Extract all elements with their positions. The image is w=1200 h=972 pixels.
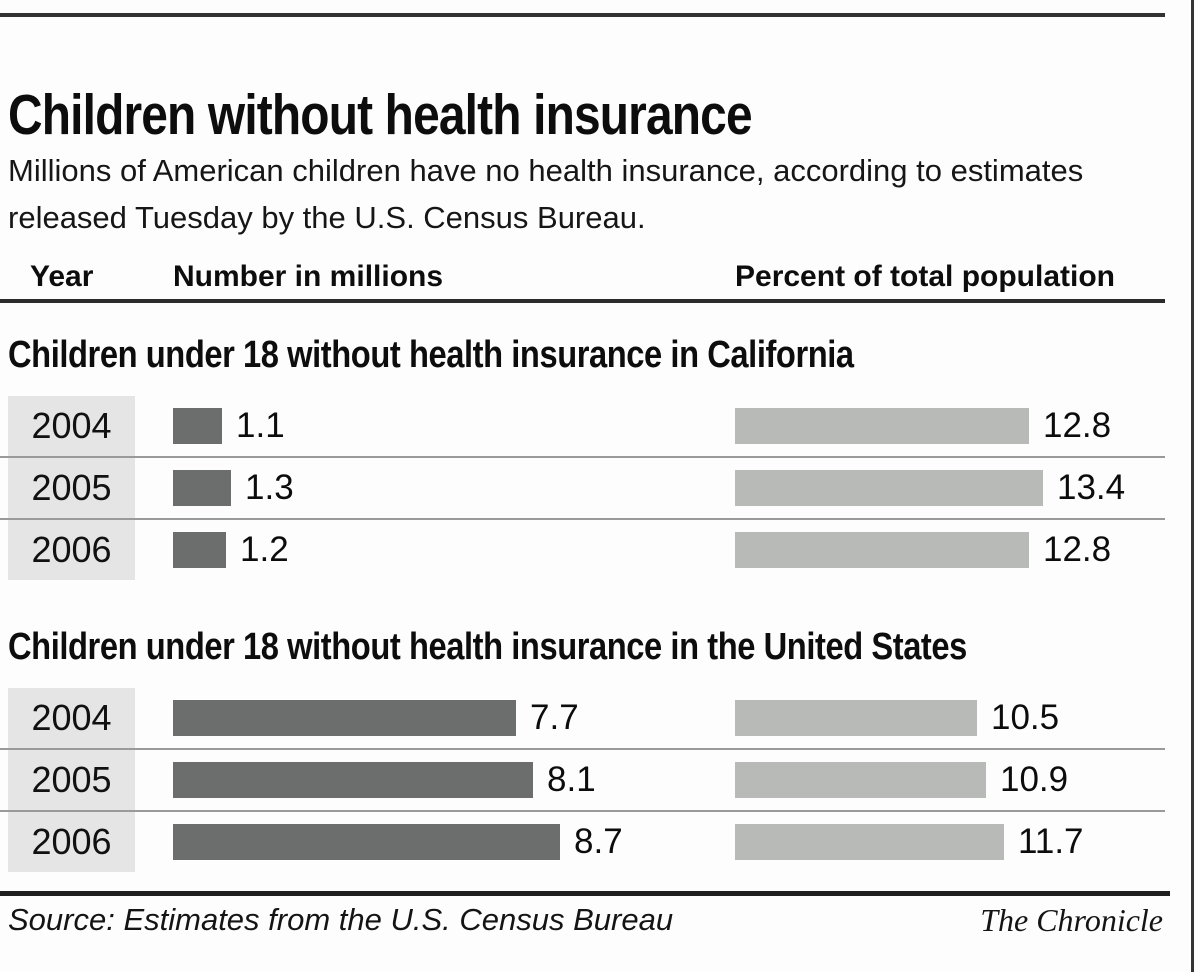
year-label: 2005 (31, 467, 112, 508)
column-headers (0, 260, 1165, 300)
table-row (0, 456, 1165, 518)
percent-bar (735, 470, 1043, 506)
number-bar (173, 470, 231, 506)
table-row (0, 688, 1165, 748)
percent-bar (735, 532, 1029, 568)
number-bar (173, 532, 226, 568)
number-value: 8.1 (547, 760, 596, 799)
number-value: 1.2 (240, 530, 289, 569)
table-row (0, 810, 1165, 872)
percent-bar (735, 824, 1004, 860)
number-value: 1.1 (236, 406, 285, 445)
source-credit: Source: Estimates from the U.S. Census Bureau (8, 902, 674, 937)
year-label: 2004 (31, 697, 112, 738)
number-value: 7.7 (530, 698, 579, 737)
column-header-number: Number in millions (173, 260, 444, 293)
year-label: 2004 (31, 405, 112, 446)
top-rule (0, 13, 1165, 17)
year-label: 2005 (31, 759, 112, 800)
year-label: 2006 (31, 821, 112, 862)
percent-value: 10.9 (1000, 760, 1069, 799)
column-header-percent: Percent of total population (735, 260, 1115, 293)
percent-value: 10.5 (991, 698, 1060, 737)
number-bar (173, 700, 516, 736)
percent-value: 13.4 (1057, 468, 1126, 507)
percent-value: 12.8 (1043, 406, 1112, 445)
percent-bar (735, 700, 977, 736)
page-title: Children without health insurance (8, 83, 752, 148)
publication-credit: The Chronicle (980, 902, 1163, 938)
section-title-united-states: Children under 18 without health insurance in the United States (8, 626, 967, 668)
table-row (0, 748, 1165, 810)
column-header-year: Year (30, 260, 94, 293)
right-column-rule (1191, 0, 1194, 972)
number-bar (173, 824, 560, 860)
year-label: 2006 (31, 529, 112, 570)
section-title-california: Children under 18 without health insurance in California (8, 334, 854, 376)
percent-bar (735, 762, 986, 798)
footer-rule (0, 891, 1170, 896)
number-bar (173, 408, 222, 444)
table-row (0, 396, 1165, 456)
section-rows-united-states (0, 688, 1165, 872)
number-bar (173, 762, 533, 798)
percent-bar (735, 408, 1029, 444)
percent-value: 12.8 (1043, 530, 1112, 569)
page-subtitle: Millions of American children have no health insurance, according to estimates released Tuesday by the U.S. Census Bureau. (8, 153, 1084, 235)
section-rows-california (0, 396, 1165, 580)
percent-value: 11.7 (1018, 822, 1084, 861)
table-row (0, 518, 1165, 580)
header-rule (0, 299, 1165, 303)
number-value: 1.3 (245, 468, 294, 507)
number-value: 8.7 (574, 822, 623, 861)
